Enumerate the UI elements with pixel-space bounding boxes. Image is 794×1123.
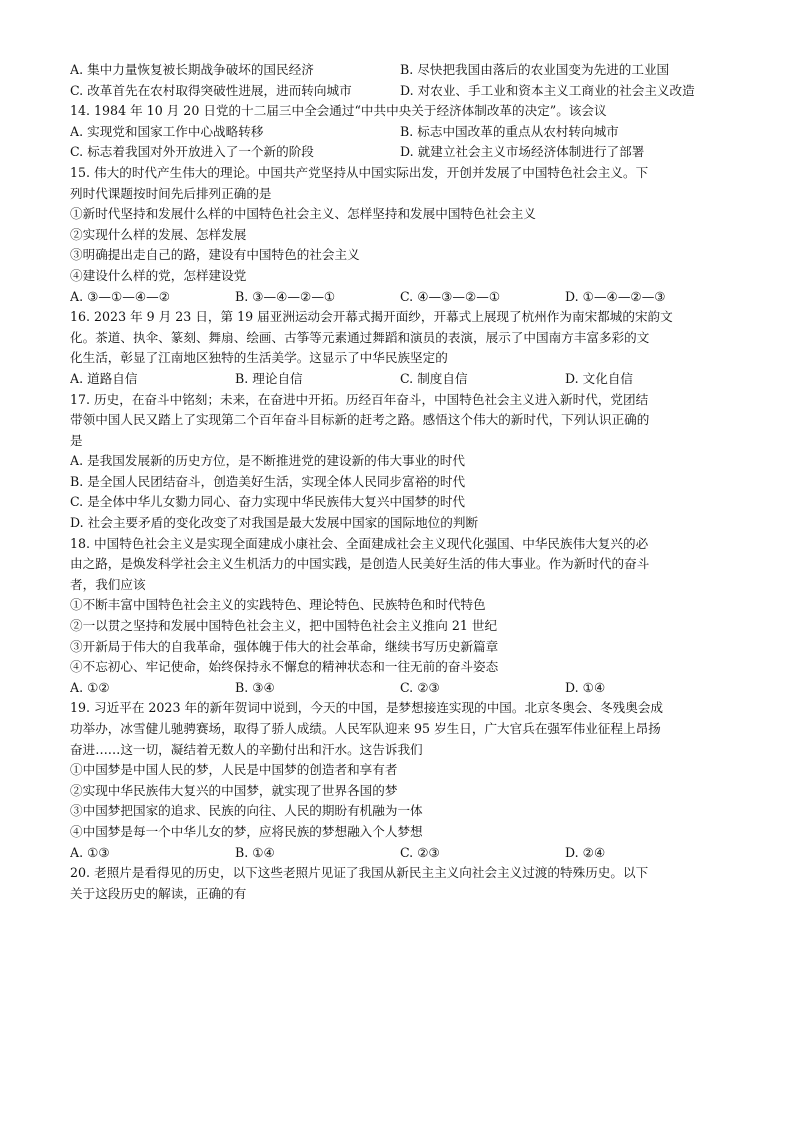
q13-option-c[interactable]: C. 改革首先在农村取得突破性进展，进而转向城市 (70, 82, 352, 98)
q18-item-1: ①不断丰富中国特色社会主义的实践特色、理论特色、民族特色和时代特色 (70, 597, 486, 613)
q19-stem-line-1: 19. 习近平在 2023 年的新年贺词中说到，今天的中国，是梦想接连实现的中国。北京冬奥会、冬残奥会成 (70, 700, 664, 716)
q18-option-d[interactable]: D. ①④ (565, 679, 606, 695)
q16-options (70, 369, 730, 390)
q15-stem-line-2: 列时代课题按时间先后排列正确的是 (70, 185, 272, 201)
q15-option-d[interactable]: D. ①—④—②—③ (565, 288, 666, 304)
q13-options-row-2 (70, 81, 730, 102)
q19-stem-line-3: 奋进……这一切，凝结着无数人的辛勤付出和汗水。这告诉我们 (70, 741, 423, 757)
q19-option-b[interactable]: B. ①④ (235, 844, 275, 860)
q15-item-3: ③明确提出走自己的路，建设有中国特色的社会主义 (70, 247, 360, 263)
q16-option-b[interactable]: B. 理论自信 (235, 370, 303, 386)
q18-stem-line-3: 者，我们应该 (70, 576, 146, 592)
q19-option-d[interactable]: D. ②④ (565, 844, 606, 860)
q14-option-d[interactable]: D. 就建立社会主义市场经济体制进行了部署 (400, 144, 645, 160)
q19-stem-line-2: 功举办，冰雪健儿驰骋赛场，取得了骄人成绩。人民军队迎来 95 岁生日，广大官兵在强军伟业征程上昂扬 (70, 721, 661, 736)
q16-stem-line-2: 化。茶道、执伞、篆刻、舞扇、绘画、古筝等元素通过舞蹈和演员的表演，展示了中国南方丰富多彩的文 (70, 329, 650, 345)
q15-item-1: ①新时代坚持和发展什么样的中国特色社会主义、怎样坚持和发展中国特色社会主义 (70, 206, 536, 222)
q18-item-3: ③开新局于伟大的自我革命，强体魄于伟大的社会革命，继续书写历史新篇章 (70, 638, 499, 654)
q13-options-row-1 (70, 60, 730, 81)
q20-stem-line-1: 20. 老照片是看得见的历史，以下这些老照片见证了我国从新民主主义向社会主义过渡的特殊历史。以下 (70, 865, 649, 881)
q18-stem-line-2: 由之路，是焕发科学社会主义生机活力的中国实践，是创造人民美好生活的伟大事业。作为新时代的奋斗 (70, 556, 650, 572)
q19-item-4: ④中国梦是每一个中华儿女的梦，应将民族的梦想融入个人梦想 (70, 823, 423, 839)
q14-option-c[interactable]: C. 标志着我国对外开放进入了一个新的阶段 (70, 144, 314, 160)
q16-option-d[interactable]: D. 文化自信 (565, 370, 634, 386)
q18-option-a[interactable]: A. ①② (70, 679, 110, 695)
q15-option-a[interactable]: A. ③—①—④—② (70, 288, 171, 304)
q16-stem-line-1: 16. 2023 年 9 月 23 日，第 19 届亚洲运动会开幕式揭开面纱，开幕式上展现了杭州作为南宋都城的宋韵文 (70, 309, 673, 325)
q13-option-a[interactable]: A. 集中力量恢复被长期战争破坏的国民经济 (70, 62, 314, 77)
q18-option-c[interactable]: C. ②③ (400, 679, 440, 695)
q15-item-4: ④建设什么样的党，怎样建设党 (70, 267, 247, 283)
q17-stem-line-1: 17. 历史，在奋斗中铭刻；未来，在奋进中开拓。历经百年奋斗，中国特色社会主义进入新时代，党团结 (70, 391, 649, 407)
q18-option-b[interactable]: B. ③④ (235, 679, 275, 695)
q18-options (70, 678, 730, 699)
q19-option-c[interactable]: C. ②③ (400, 844, 440, 860)
q20-stem-line-2: 关于这段历史的解读，正确的有 (70, 885, 247, 901)
q13-option-d[interactable]: D. 对农业、手工业和资本主义工商业的社会主义改造 (400, 82, 695, 98)
q16-option-a[interactable]: A. 道路自信 (70, 370, 138, 386)
q19-options (70, 843, 730, 864)
q13-option-b[interactable]: B. 尽快把我国由落后的农业国变为先进的工业国 (400, 62, 670, 77)
q18-item-4: ④不忘初心、牢记使命，始终保持永不懈怠的精神状态和一往无前的奋斗姿态 (70, 659, 499, 675)
q15-options (70, 287, 730, 308)
q16-option-c[interactable]: C. 制度自信 (400, 370, 468, 386)
q16-stem-line-3: 化生活，彰显了江南地区独特的生活美学。这显示了中华民族坚定的 (70, 350, 448, 366)
q15-option-c[interactable]: C. ④—③—②—① (400, 288, 501, 304)
q19-item-1: ①中国梦是中国人民的梦，人民是中国梦的创造者和享有者 (70, 762, 398, 778)
q15-item-2: ②实现什么样的发展、怎样发展 (70, 226, 247, 242)
q18-stem-line-1: 18. 中国特色社会主义是实现全面建成小康社会、全面建成社会主义现代化强国、中华民族伟大复兴的必 (70, 535, 649, 551)
q17-stem-line-2: 带领中国人民又踏上了实现第二个百年奋斗目标新的赶考之路。感悟这个伟大的新时代，下列认识正确的 (70, 412, 650, 428)
q15-stem-line-1: 15. 伟大的时代产生伟大的理论。中国共产党坚持从中国实际出发，开创并发展了中国特色社会主义。下 (70, 164, 649, 180)
q14-option-b[interactable]: B. 标志中国改革的重点从农村转向城市 (400, 123, 619, 139)
exam-page (70, 60, 730, 904)
q18-item-2: ②一以贯之坚持和发展中国特色社会主义，把中国特色社会主义推向 21 世纪 (70, 618, 498, 634)
q14-options-row-2 (70, 142, 730, 163)
q17-option-b[interactable]: B. 是全国人民团结奋斗，创造美好生活，实现全体人民同步富裕的时代 (70, 473, 466, 489)
q15-option-b[interactable]: B. ③—④—②—① (235, 288, 336, 304)
q17-option-c[interactable]: C. 是全体中华儿女勠力同心、奋力实现中华民族伟大复兴中国梦的时代 (70, 494, 466, 510)
q14-option-a[interactable]: A. 实现党和国家工作中心战略转移 (70, 123, 264, 139)
q17-option-d[interactable]: D. 社会主要矛盾的变化改变了对我国是最大发展中国家的国际地位的判断 (70, 515, 479, 531)
q19-item-2: ②实现中华民族伟大复兴的中国梦，就实现了世界各国的梦 (70, 782, 398, 798)
q17-option-a[interactable]: A. 是我国发展新的历史方位，是不断推进党的建设新的伟大事业的时代 (70, 453, 465, 469)
q14-stem: 14. 1984 年 10 月 20 日党的十二届三中全会通过“中共中央关于经济体制改革的决定”。该会议 (70, 103, 607, 119)
q14-options-row-1 (70, 122, 730, 143)
q19-item-3: ③中国梦把国家的追求、民族的向往、人民的期盼有机融为一体 (70, 803, 423, 819)
q19-option-a[interactable]: A. ①③ (70, 844, 110, 860)
q17-stem-line-3: 是 (70, 432, 83, 448)
